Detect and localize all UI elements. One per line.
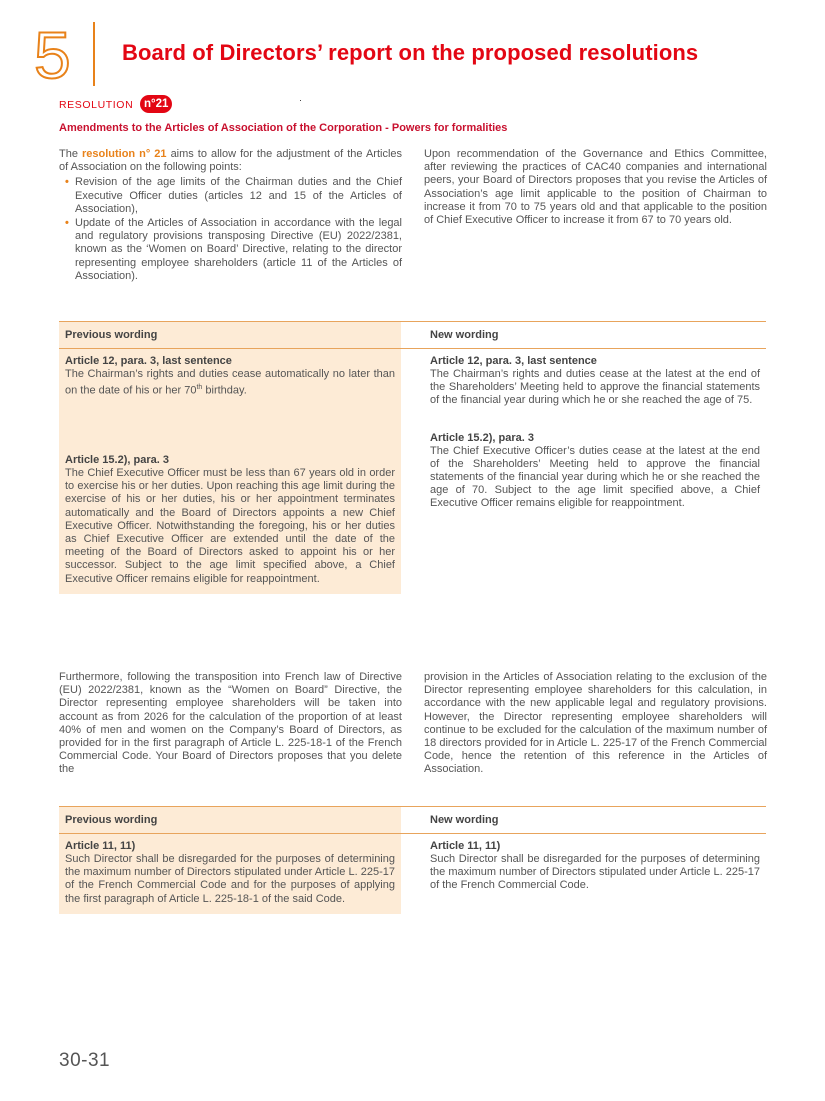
table-header-row xyxy=(59,807,766,834)
article-title: Article 15.2), para. 3 xyxy=(430,431,534,444)
middle-left-paragraph: Furthermore, following the transposition into French law of Directive (EU) 2022/2381, known as the “Women on Board” Directive, the Director representing employee shareholders will be taken into account as from 2026 for the calculation of the proportion of at least 40% of men and women on the Company’s Board of Directors, as provided for in the first paragraph of Article L. 225-18-1 of the French Commercial Code. Your Board of Directors proposes that you delete the xyxy=(59,671,402,776)
article-text: Such Director shall be disregarded for the purposes of determining the maximum number of Directors stipulated under Article L. 225-17 of the French Commercial Code. xyxy=(430,853,760,892)
decorative-dot xyxy=(300,100,301,101)
new-wording-cell xyxy=(401,349,766,594)
intro-left-column xyxy=(59,148,402,284)
chapter-divider xyxy=(93,22,95,86)
table-header-row xyxy=(59,322,766,349)
previous-wording-header: Previous wording xyxy=(59,807,401,833)
list-item xyxy=(59,176,402,216)
resolution-label: RESOLUTION xyxy=(59,99,134,111)
article-text: Such Director shall be disregarded for the purposes of determining the maximum number of Directors stipulated under Article L. 225-17 of the French Commercial Code and for the purposes of applying the first paragraph of Article L. 225-18-1 of the said Code. xyxy=(65,853,395,905)
new-wording-header: New wording xyxy=(430,814,499,826)
ordinal-suffix: th xyxy=(196,384,203,392)
article-title: Article 12, para. 3, last sentence xyxy=(65,355,232,367)
intro-right-column: Upon recommendation of the Governance and Ethics Committee, after reviewing the practices of CAC40 companies and international peers, your Board of Directors proposes that you revise the Articles of Association’s age limit applicable to the position of Chairman to increase it from 70 to 75 years old and that applicable to the position of Chief Executive Officer to increase it from 67 to 70 years old. xyxy=(424,148,767,227)
wording-comparison-table-2 xyxy=(59,806,766,914)
article-text xyxy=(65,368,395,398)
table-row xyxy=(59,349,766,594)
resolution-reference: resolution n° 21 xyxy=(81,148,167,160)
article-title: Article 11, 11) xyxy=(65,840,136,852)
spacer xyxy=(65,398,395,454)
article-text: The Chief Executive Officer must be less than 67 years old in order to exercise his or her duties. Upon reaching this age limit during the exercise of his or her duties, his or her appointment terminates automatically and the Board of Directors appoints a new Chief Executive Officer. Notwithstanding the foregoing, his or her duties as Chief Executive Officer are extended until the date of the meeting of the Board of Directors asked to appoint his or her successor. Subject to the age limit specified above, a Chief Executive Officer remains eligible for reappointment. xyxy=(65,467,395,585)
new-wording-cell xyxy=(401,834,766,914)
previous-wording-cell xyxy=(59,349,401,594)
article-text-part: birthday. xyxy=(202,384,247,397)
resolution-subtitle: Amendments to the Articles of Association of the Corporation - Powers for formalities xyxy=(59,122,508,134)
table-row xyxy=(59,834,766,914)
bullet-text: Update of the Articles of Association in accordance with the legal and regulatory provisions transposing Directive (EU) 2022/2381, known as the ‘Women on Board’ Directive, relating to the director representing employee shareholders (article 11 of the Articles of Association). xyxy=(75,217,402,282)
bullet-icon: • xyxy=(65,217,69,230)
chapter-number-graphic xyxy=(34,22,78,84)
page-title: Board of Directors’ report on the proposed resolutions xyxy=(122,40,699,65)
intro-lead-before: The xyxy=(59,148,82,160)
middle-right-paragraph: provision in the Articles of Association relating to the exclusion of the Director representing employee shareholders for this calculation, in accordance with the new applicable legal and regulatory provisions. However, the Director representing employee shareholders will continue to be excluded for the calculation of the maximum number of 18 directors provided for in Article L. 225-17 of the French Commercial Code, hence the retention of this reference in the Articles of Association. xyxy=(424,671,767,776)
page-number: 30-31 xyxy=(59,1050,111,1071)
previous-wording-header: Previous wording xyxy=(59,322,401,348)
wording-comparison-table-1 xyxy=(59,321,766,594)
intro-lead-after: aims to allow for the adjustment of the Articles of Association on the following points: xyxy=(59,148,403,174)
article-text: The Chairman’s rights and duties cease at the latest at the end of the Shareholders’ Meeting held to approve the financial statements of the financial year during which he or she reached the age of 75. xyxy=(430,368,760,407)
article-text-part: The Chairman’s rights and duties cease automatically no later than on the date of his or her 70 xyxy=(65,368,395,397)
article-title: Article 11, 11) xyxy=(430,840,501,852)
article-title: Article 15.2), para. 3 xyxy=(65,454,169,467)
list-item xyxy=(59,217,402,283)
intro-lead xyxy=(59,148,402,174)
previous-wording-cell xyxy=(59,834,401,914)
spacer xyxy=(430,408,760,432)
article-text: The Chief Executive Officer’s duties cease at the latest at the end of the Shareholders’ Meeting held to approve the financial statements of the financial year during which he or she reached the age of 70. Subject to the age limit specified above, a Chief Executive Officer remains eligible for reappointment. xyxy=(430,444,760,510)
resolution-badge: n°21 xyxy=(140,95,172,113)
intro-bullet-list xyxy=(59,176,402,283)
bullet-text: Revision of the age limits of the Chairman duties and the Chief Executive Officer duties (articles 12 and 15 of the Articles of Association), xyxy=(75,176,402,215)
new-wording-header: New wording xyxy=(430,329,499,341)
article-title: Article 12, para. 3, last sentence xyxy=(430,355,597,367)
bullet-icon: • xyxy=(65,176,69,189)
chapter-number: 5 xyxy=(34,22,71,84)
